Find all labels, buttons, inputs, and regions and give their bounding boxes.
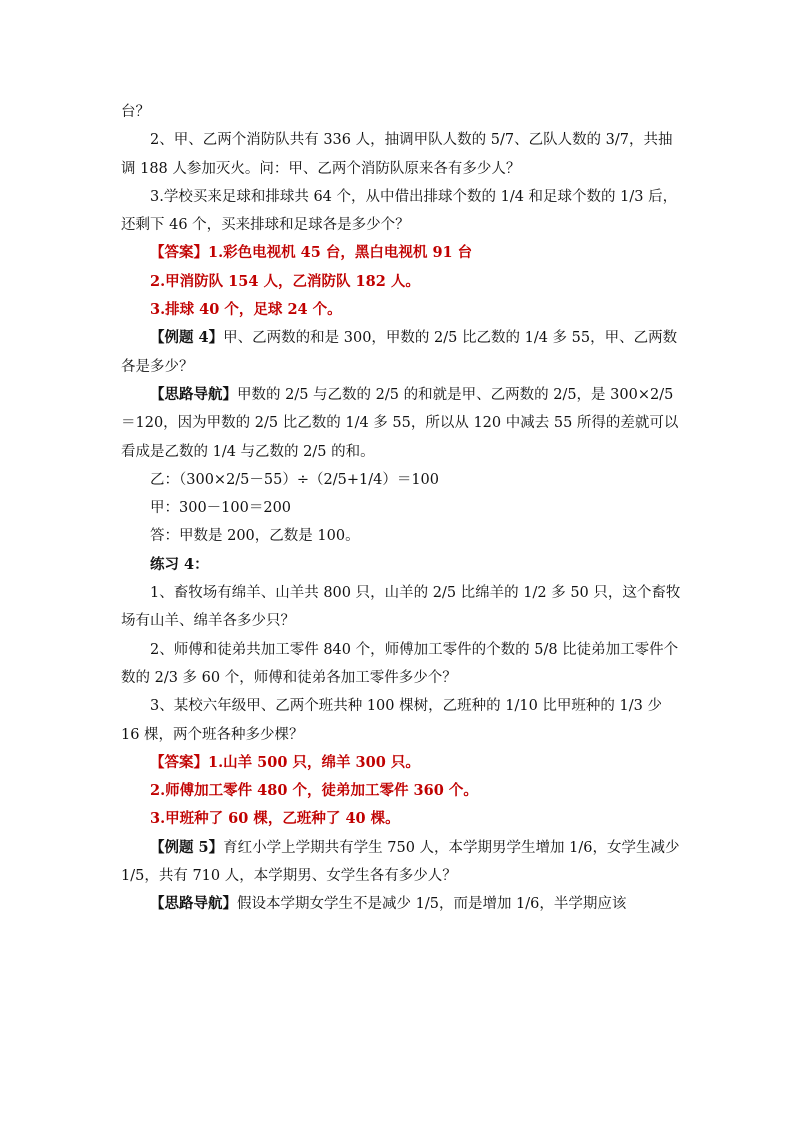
exercise-4-heading: 练习 4： <box>150 555 209 573</box>
paragraph-continuation: 台？ <box>121 104 150 120</box>
document-body <box>121 98 681 919</box>
example-5: 【例题 5】育红小学上学期共有学生 750 人，本学期男学生增加 1/6，女学生减少 1/5，共有 710 人，本学期男、女学生各有多少人？ <box>121 838 680 885</box>
exercise-4-problem-2: 2、师傅和徒弟共加工零件 840 个，师傅加工零件的个数的 5/8 比徒弟加工零件个数的 2/3 多 60 个，师傅和徒弟各加工零件多少个？ <box>121 641 679 686</box>
answer-3-line-2: 2.甲消防队 154 人，乙消防队 182 人。 <box>150 272 420 290</box>
answer-4-line-3: 3.甲班种了 60 棵，乙班种了 40 棵。 <box>150 810 400 828</box>
example-label: 【例题 5】 <box>150 838 224 856</box>
solution-answer: 答：甲数是 200，乙数是 100。 <box>150 528 360 545</box>
example-5-hint: 【思路导航】假设本学期女学生不是减少 1/5，而是增加 1/6，半学期应该 <box>150 895 627 913</box>
example-4-hint: 【思路导航】甲数的 2/5 与乙数的 2/5 的和就是甲、乙两数的 2/5，是 300×2/5＝120，因为甲数的 2/5 比乙数的 1/4 多 55，所以从 120 中减去 55 所得的差就可以看成是乙数的 1/4 与乙数的 2/5 的和。 <box>121 385 679 460</box>
answer-4-line-1: 【答案】1.山羊 500 只，绵羊 300 只。 <box>150 753 420 771</box>
answer-label: 【答案】 <box>150 244 208 262</box>
answer-3-line-3: 3.排球 40 个，足球 24 个。 <box>150 301 342 319</box>
hint-label: 【思路导航】 <box>150 895 237 913</box>
hint-label: 【思路导航】 <box>150 385 237 403</box>
exercise-3-problem-2: 2、甲、乙两个消防队共有 336 人，抽调甲队人数的 5/7、乙队人数的 3/7，共抽调 188 人参加灭火。问：甲、乙两个消防队原来各有多少人？ <box>121 132 673 177</box>
exercise-4-problem-3: 3、某校六年级甲、乙两个班共种 100 棵树，乙班种的 1/10 比甲班种的 1/3 少 16 棵，两个班各种多少棵？ <box>121 698 662 743</box>
answer-3-line-1: 【答案】1.彩色电视机 45 台，黑白电视机 91 台 <box>150 244 473 262</box>
example-4: 【例题 4】甲、乙两数的和是 300，甲数的 2/5 比乙数的 1/4 多 55，甲、乙两数各是多少？ <box>121 329 678 375</box>
example-label: 【例题 4】 <box>150 329 224 347</box>
exercise-4-problem-1: 1、畜牧场有绵羊、山羊共 800 只，山羊的 2/5 比绵羊的 1/2 多 50 只，这个畜牧场有山羊、绵羊各多少只？ <box>121 585 681 630</box>
answer-4-line-2: 2.师傅加工零件 480 个，徒弟加工零件 360 个。 <box>150 782 478 800</box>
solution-line-1: 乙：（300×2/5－55）÷（2/5+1/4）＝100 <box>150 471 440 488</box>
solution-line-2: 甲：300－100＝200 <box>150 500 292 517</box>
exercise-3-problem-3: 3.学校买来足球和排球共 64 个，从中借出排球个数的 1/4 和足球个数的 1/3 后，还剩下 46 个，买来排球和足球各是多少个？ <box>121 188 678 234</box>
answer-label: 【答案】 <box>150 753 208 771</box>
